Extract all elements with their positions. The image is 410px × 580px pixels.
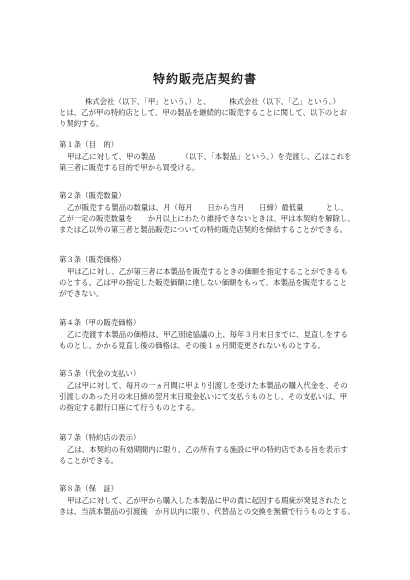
intro-line: 株式会社（以下、「甲」という。）と、 株式会社（以下、「乙」という。） [85, 97, 340, 106]
article-heading: 第２条（販売数量） [59, 191, 126, 200]
article-line: 乙が販売する製品の数量は、月（毎月 日から当月 日締）最低量 とし、 [67, 203, 348, 213]
article-body [59, 151, 364, 173]
article-1 [59, 139, 364, 173]
intro-line: り契約する。 [59, 119, 104, 129]
article-heading: 第８条（保 証） [59, 484, 119, 493]
article-line: 乙が一定の販売数量を か月以上にわたり維持できないときは、甲は本契約を解除し、 [59, 214, 355, 224]
article-line: または乙以外の第三者と製品販売についての特約販売店契約を締結することができる。 [59, 225, 348, 235]
article-line: ることができる。 [59, 456, 119, 466]
article-line: のとする。乙は甲の指定した販売価額に達しない価額をもって、本製品を販売すること [59, 278, 348, 288]
article-body [59, 266, 364, 299]
article-body [59, 495, 364, 517]
article-heading: 第７条（特約店の表示） [59, 433, 141, 442]
article-body [59, 380, 364, 413]
article-line: 甲は乙に対して、乙が甲から購入した本製品に甲の責に起因する瑕疵が発見されたと [67, 496, 348, 506]
article-7 [59, 432, 364, 466]
article-line: 乙は、本契約の有効期間内に限り、乙の所有する施設に甲の特約店である旨を表示す [67, 445, 348, 455]
article-line: きは、当該本製品の引渡後 か月以内に限り、代替品との交換を無償で行うものとする。 [59, 507, 355, 517]
article-line: 乙は甲に対して、毎月の一ヵ月間に甲より引渡しを受けた本製品の購入代金を、その [67, 381, 348, 391]
article-line: 第三者に販売する目的で甲から買受ける。 [59, 163, 200, 173]
article-body [59, 444, 364, 466]
article-heading: 第５条（代金の支払い） [59, 369, 141, 378]
article-5 [59, 368, 364, 413]
article-line: 引渡しのあった月の末日締め翌月末日現金払いにて支払うものとし、その支払いは、甲 [59, 392, 348, 402]
article-3 [59, 254, 364, 299]
article-line: 乙に売渡す本製品の価格は、甲乙別途協議の上、毎年３月末日までに、見直しをする [67, 330, 348, 340]
document-title: 特約販売店契約書 [152, 72, 257, 86]
article-heading: 第３条（販売価格） [59, 255, 126, 264]
article-body [59, 202, 364, 235]
article-body [59, 329, 364, 351]
article-2 [59, 190, 364, 235]
article-heading: 第１条（目 的） [59, 140, 119, 149]
article-4 [59, 317, 364, 351]
article-line: ものとし、かかる見直し後の価格は、その後１ヵ月間変更されないものとする。 [59, 341, 326, 351]
intro-line: とは、乙が甲の特約店として、甲の製品を継続的に販売することに関して、以下のとお [59, 108, 347, 118]
article-line: の指定する銀行口座にて行うものとする。 [59, 403, 200, 413]
article-heading: 第４条（甲の販売価格） [59, 318, 141, 327]
article-line: 甲は乙に対し、乙が第三者に本製品を販売するときの価額を指定することができるも [67, 267, 348, 277]
article-8 [59, 483, 364, 517]
article-line: ができない。 [59, 289, 104, 299]
article-line: 甲は乙に対して、甲の製品 （以下、「本製品」という。）を売渡し、乙はこれを [67, 152, 352, 162]
intro-paragraph [59, 96, 364, 129]
